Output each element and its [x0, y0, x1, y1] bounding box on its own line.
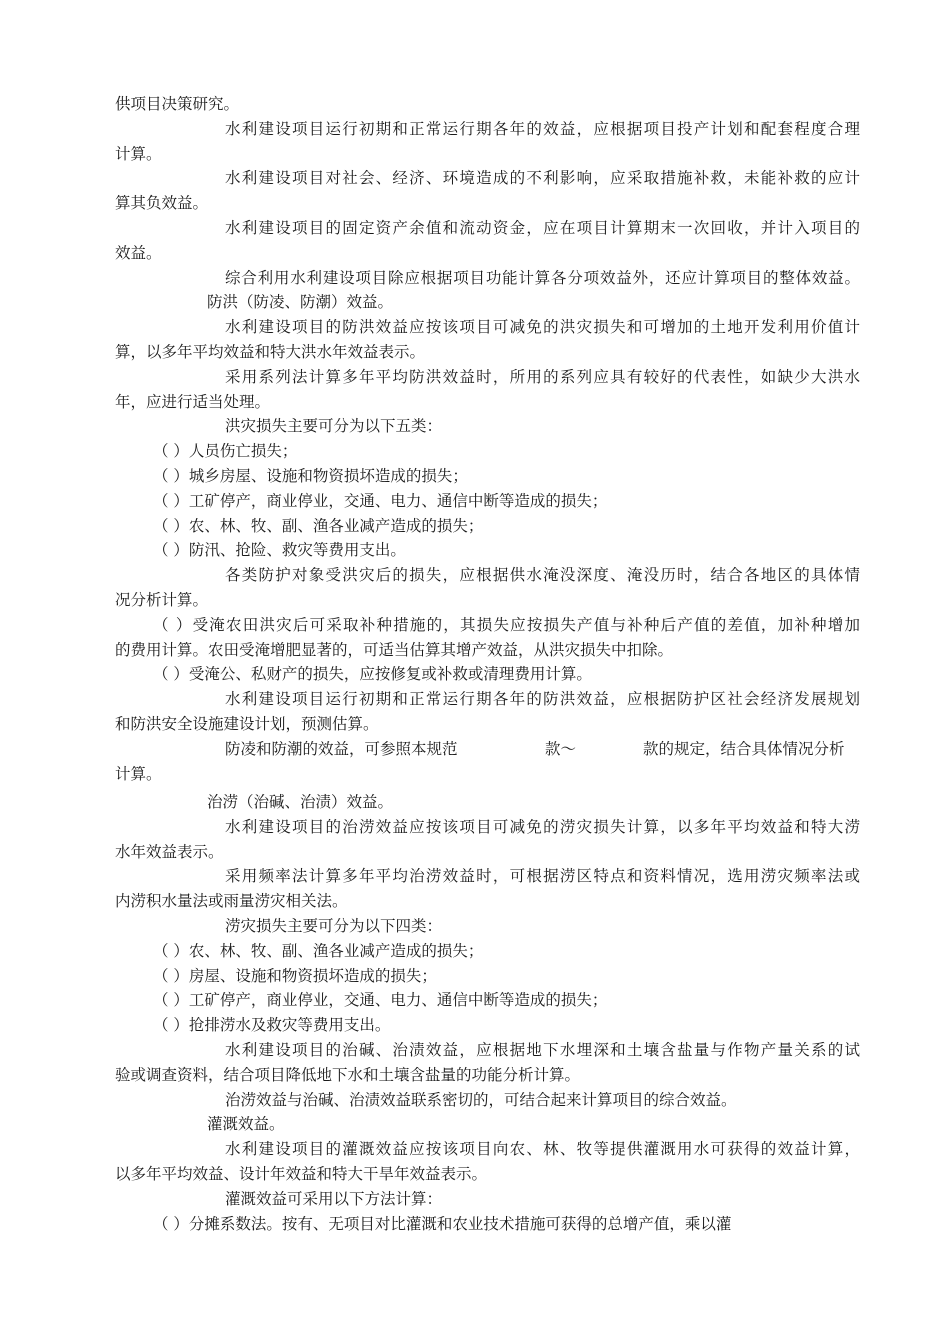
paragraph-line: 洪灾损失主要可分为以下五类：	[225, 417, 443, 435]
list-item: （ ）受淹公、私财产的损失，应按修复或补救或清理费用计算。	[153, 665, 592, 683]
list-item: （ ）房屋、设施和物资损坏造成的损失；	[153, 967, 437, 985]
paragraph-line: 采用频率法计算多年平均治涝效益时，可根据涝区特点和资料情况，选用涝灾频率法或	[225, 867, 860, 885]
paragraph-line: 水利建设项目的防洪效益应按该项目可减免的洪灾损失和可增加的土地开发利用价值计	[225, 318, 860, 336]
section-heading: 治涝（治碱、治渍）效益。	[207, 793, 394, 811]
paragraph-line: 涝灾损失主要可分为以下四类：	[225, 917, 443, 935]
paragraph-line: 水利建设项目运行初期和正常运行期各年的效益，应根据项目投产计划和配套程度合理	[225, 120, 860, 138]
paragraph-line: 综合利用水利建设项目除应根据项目功能计算各分项效益外，还应计算项目的整体效益。	[225, 269, 860, 287]
list-item: （ ）分摊系数法。按有、无项目对比灌溉和农业技术措施可获得的总增产值，乘以灌	[153, 1215, 732, 1233]
list-item: （ ）工矿停产，商业停业，交通、电力、通信中断等造成的损失；	[153, 991, 608, 1009]
text-line: 以多年平均效益、设计年效益和特大干旱年效益表示。	[115, 1165, 488, 1183]
text-line: 验或调查资料，结合项目降低地下水和土壤含盐量的功能分析计算。	[115, 1066, 581, 1084]
paragraph-line: 灌溉效益可采用以下方法计算：	[225, 1190, 443, 1208]
paragraph-line: 治涝效益与治碱、治渍效益联系密切的，可结合起来计算项目的综合效益。	[225, 1091, 737, 1109]
text-line: 内涝积水量法或雨量涝灾相关法。	[115, 892, 348, 910]
paragraph-line: 水利建设项目运行初期和正常运行期各年的防洪效益，应根据防护区社会经济发展规划	[225, 690, 860, 708]
text-line: 水年效益表示。	[115, 843, 224, 861]
section-heading: 灌溉效益。	[207, 1115, 285, 1133]
paragraph-line: 水利建设项目的固定资产余值和流动资金，应在项目计算期末一次回收，并计入项目的	[225, 219, 860, 237]
text-line: 算，以多年平均效益和特大洪水年效益表示。	[115, 343, 426, 361]
text-line: 年，应进行适当处理。	[115, 393, 271, 411]
text-line: 计算。	[115, 145, 162, 163]
paragraph-line: 水利建设项目的治涝效益应按该项目可减免的涝灾损失计算，以多年平均效益和特大涝	[225, 818, 860, 836]
list-item: （ ）受淹农田洪灾后可采取补种措施的，其损失应按损失产值与补种后产值的差值，加补种增加	[153, 616, 860, 634]
paragraph-line: 水利建设项目的治碱、治渍效益，应根据地下水埋深和土壤含盐量与作物产量关系的试	[225, 1041, 860, 1059]
text-line: 效益。	[115, 244, 162, 262]
paragraph-line: 防凌和防潮的效益，可参照本规范	[225, 740, 458, 758]
section-heading: 防洪（防凌、防潮）效益。	[207, 293, 394, 311]
list-item: （ ）城乡房屋、设施和物资损坏造成的损失；	[153, 467, 468, 485]
paragraph-line: 水利建设项目的灌溉效益应按该项目向农、林、牧等提供灌溉用水可获得的效益计算，	[225, 1140, 860, 1158]
list-item: （ ）工矿停产，商业停业，交通、电力、通信中断等造成的损失；	[153, 492, 608, 510]
list-item: （ ）抢排涝水及救灾等费用支出。	[153, 1016, 391, 1034]
text-line: 况分析计算。	[115, 591, 209, 609]
paragraph-line: 水利建设项目对社会、经济、环境造成的不利影响，应采取措施补救，未能补救的应计	[225, 169, 860, 187]
clause-reference: 款～	[545, 740, 577, 758]
text-line: 算其负效益。	[115, 194, 209, 212]
list-item: （ ）农、林、牧、副、渔各业减产造成的损失；	[153, 942, 484, 960]
list-item: （ ）防汛、抢险、救灾等费用支出。	[153, 541, 406, 559]
paragraph-line: 款的规定，结合具体情况分析	[643, 740, 845, 758]
list-item: （ ）农、林、牧、副、渔各业减产造成的损失；	[153, 517, 484, 535]
text-line: 供项目决策研究。	[115, 95, 240, 113]
paragraph-line: 采用系列法计算多年平均防洪效益时，所用的系列应具有较好的代表性，如缺少大洪水	[225, 368, 860, 386]
paragraph-line: 各类防护对象受洪灾后的损失，应根据供水淹没深度、淹没历时，结合各地区的具体情	[225, 566, 860, 584]
text-line: 计算。	[115, 765, 162, 783]
text-line: 的费用计算。农田受淹增肥显著的，可适当估算其增产效益，从洪灾损失中扣除。	[115, 641, 674, 659]
text-line: 和防洪安全设施建设计划，预测估算。	[115, 715, 379, 733]
list-item: （ ）人员伤亡损失；	[153, 442, 298, 460]
